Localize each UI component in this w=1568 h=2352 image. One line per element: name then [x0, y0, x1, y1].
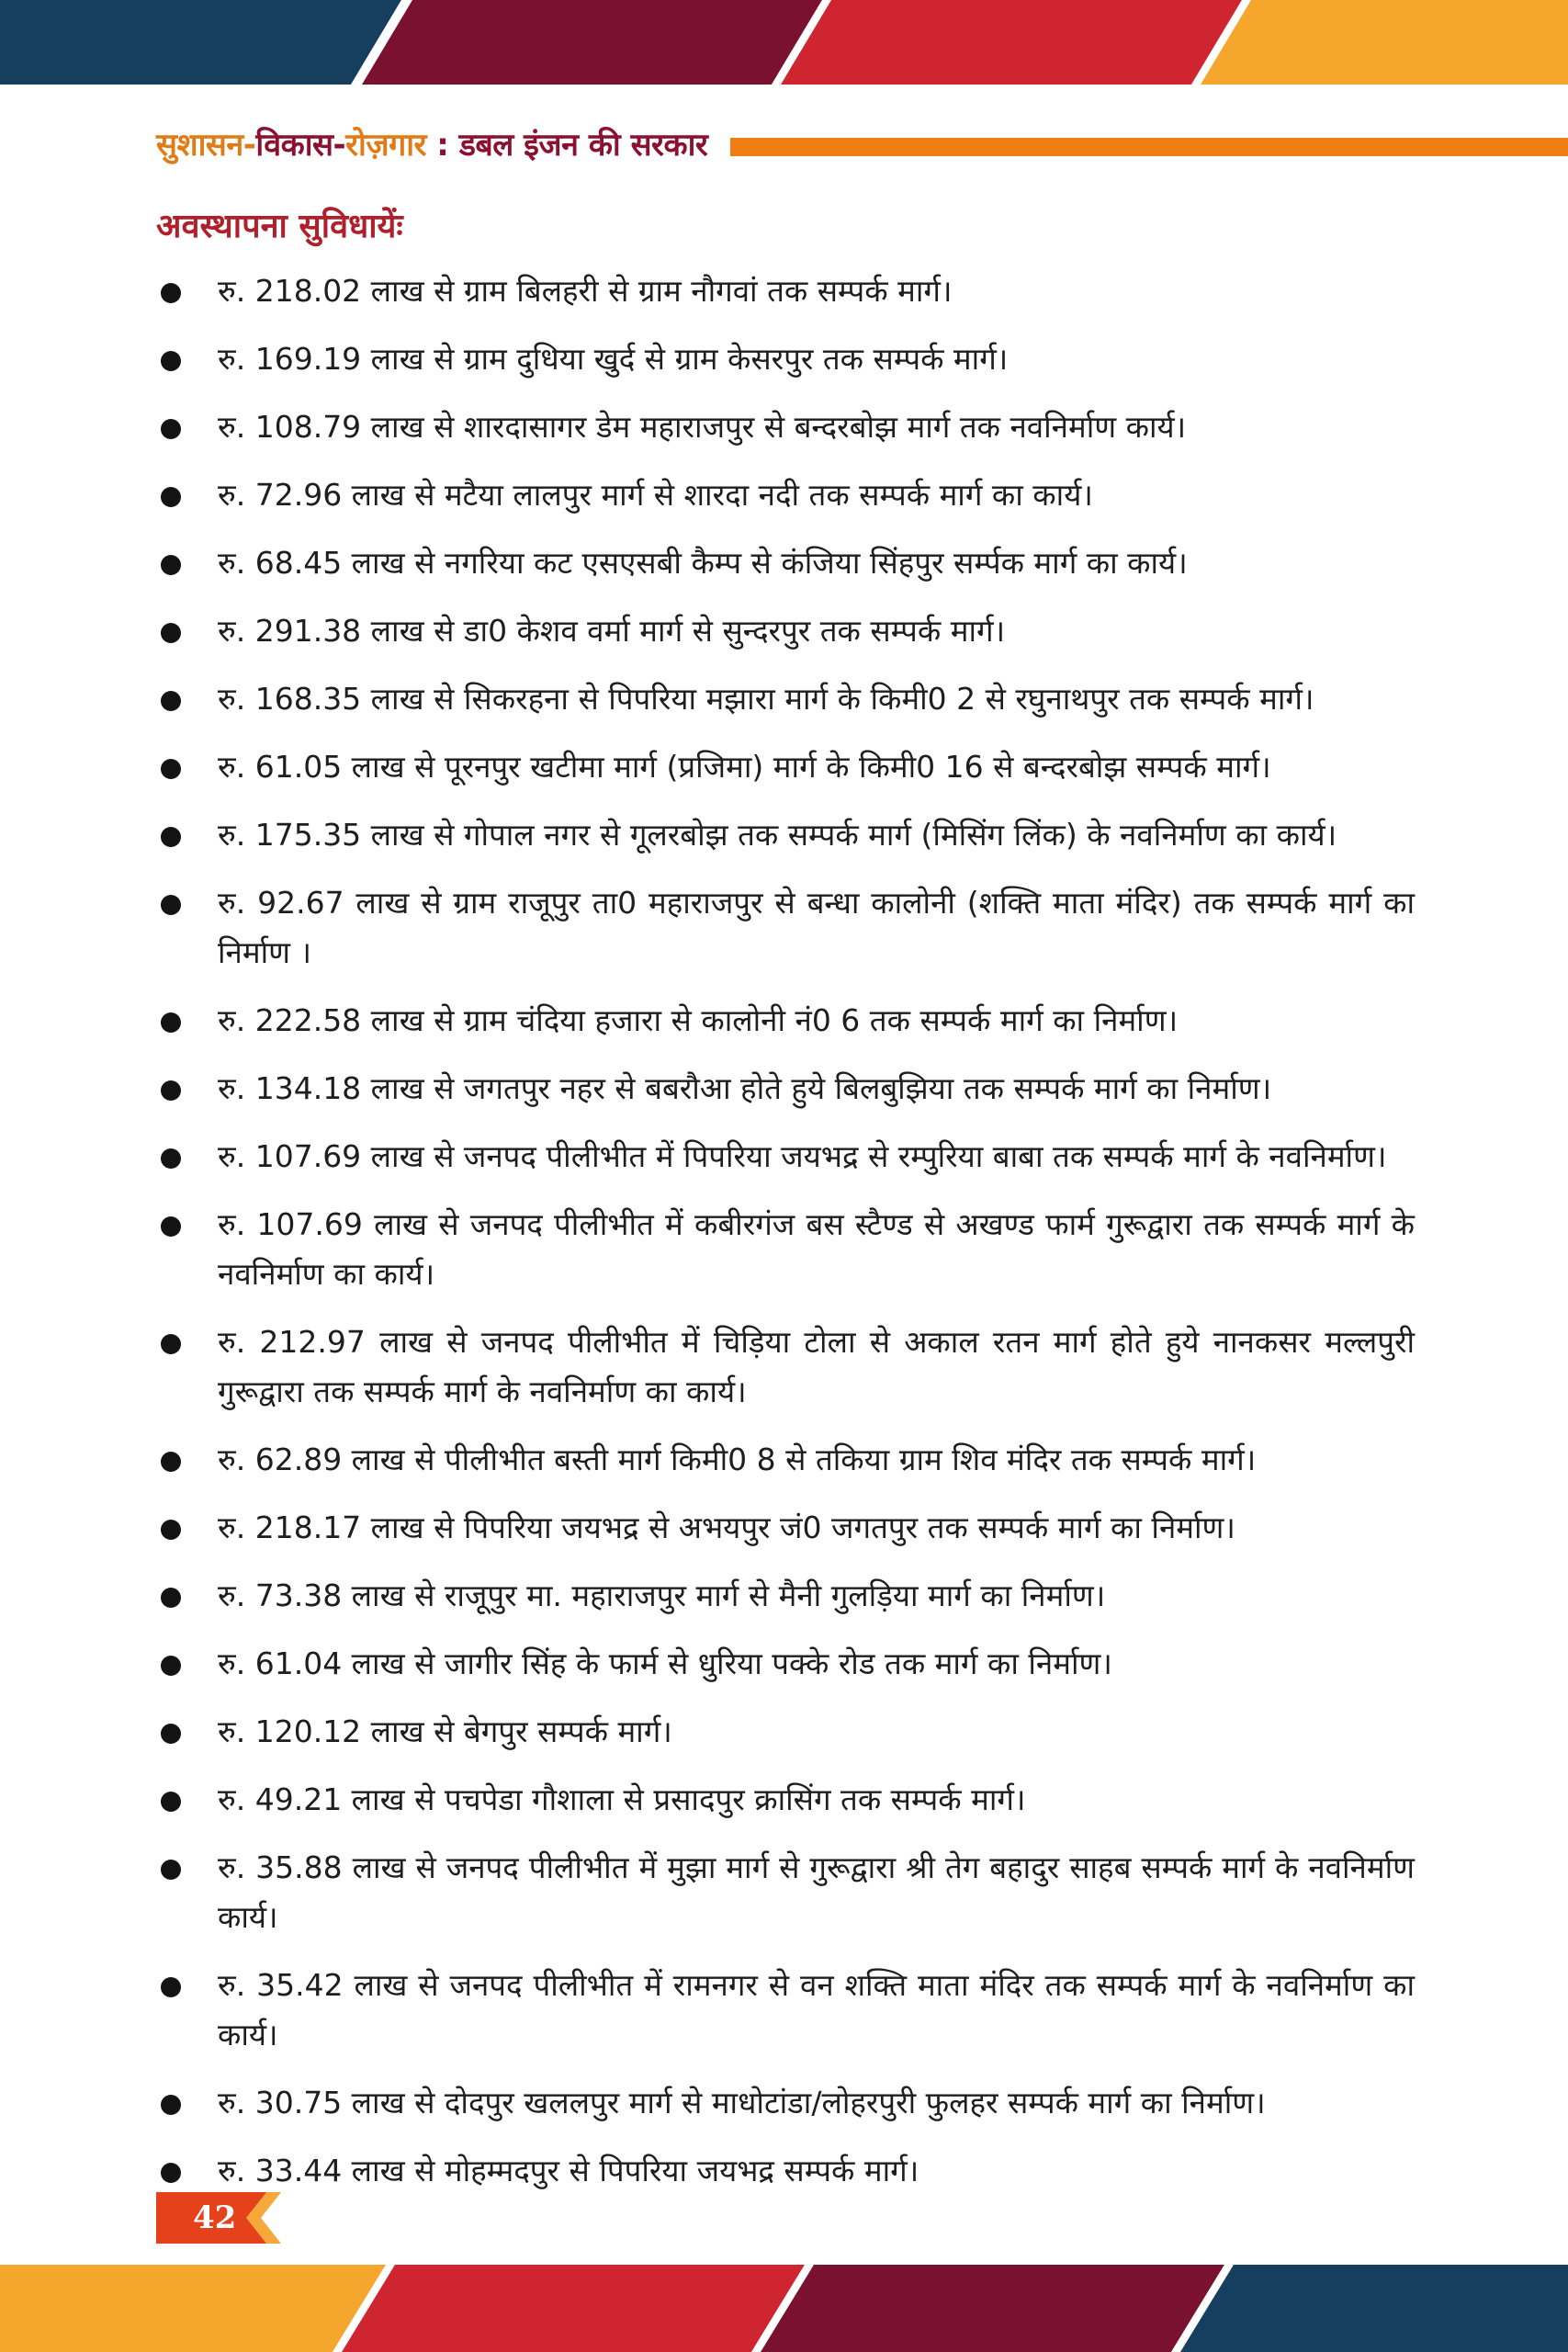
page-number-tab [156, 2192, 285, 2244]
list-item [156, 878, 1415, 978]
list-item [156, 402, 1415, 452]
list-item-text: रु. 35.42 लाख से जनपद पीलीभीत में रामनगर से वन शक्ति माता मंदिर तक सम्पर्क मार्ग के नवनिर्माण का कार्य। [218, 1967, 1415, 2052]
bullet-icon [161, 1724, 181, 1744]
list-item [156, 1775, 1415, 1825]
bullet-icon [161, 1792, 181, 1812]
header-title-part-vikas: विकास- [255, 127, 346, 164]
header-title [156, 125, 707, 165]
list-item-text: रु. 35.88 लाख से जनपद पीलीभीत में मुझा मार्ग से गुरूद्वारा श्री तेग बहादुर साहब सम्पर्क मार्ग के नवनिर्माण कार्य। [218, 1849, 1415, 1935]
bullet-icon [161, 1588, 181, 1608]
list-item [156, 1961, 1415, 2060]
list-item [156, 996, 1415, 1046]
bullet-icon [161, 487, 181, 507]
list-item-text: रु. 107.69 लाख से जनपद पीलीभीत में कबीरगंज बस स्टैण्ड से अखण्ड फार्म गुरूद्वारा तक सम्पर्क मार्ग के नवनिर्माण का कार्य। [218, 1206, 1415, 1292]
list-item-text: रु. 72.96 लाख से मटैया लालपुर मार्ग से शारदा नदी तक सम्पर्क मार्ग का कार्य। [218, 477, 1093, 513]
bullet-icon [161, 1860, 181, 1880]
list-item [156, 2078, 1415, 2128]
bottom-color-band [0, 2265, 1568, 2352]
bullet-icon [161, 2095, 181, 2115]
bullet-icon [161, 1216, 181, 1237]
header-title-part-rozgar: रोज़गार [345, 127, 426, 164]
list-item-text: रु. 120.12 लाख से बेगपुर सम्पर्क मार्ग। [218, 1713, 672, 1749]
bullet-icon [161, 2163, 181, 2183]
list-item [156, 1707, 1415, 1757]
header-title-part-sarkar: : डबल इंजन की सरकार [425, 127, 708, 164]
list-item-text: रु. 107.69 लाख से जनपद पीलीभीत में पिपरिया जयभद्र से रम्पुरिया बाबा तक सम्पर्क मार्ग के नवनिर्माण। [218, 1138, 1387, 1174]
list-item [156, 1435, 1415, 1485]
bullet-icon [161, 623, 181, 643]
list-item [156, 470, 1415, 520]
list-item [156, 1639, 1415, 1689]
bullet-icon [161, 1520, 181, 1540]
list-item-text: रु. 218.17 लाख से पिपरिया जयभद्र से अभयपुर जं0 जगतपुर तक सम्पर्क मार्ग का निर्माण। [218, 1510, 1235, 1545]
bullet-icon [161, 1452, 181, 1472]
list-item-text: रु. 169.19 लाख से ग्राम दुधिया खुर्द से ग्राम केसरपुर तक सम्पर्क मार्ग। [218, 341, 1009, 377]
list-item [156, 742, 1415, 792]
list-item [156, 1503, 1415, 1553]
bullet-icon [161, 759, 181, 779]
list-item-text: रु. 212.97 लाख से जनपद पीलीभीत में चिड़िया टोला से अकाल रतन मार्ग होते हुये नानकसर मल्लपुरी गुरूद्वारा तक सम्पर्क मार्ग के नवनिर्माण का कार्य। [218, 1324, 1415, 1409]
section-title: अवस्थापना सुविधायेंः [156, 208, 403, 245]
list-item-text: रु. 218.02 लाख से ग्राम बिलहरी से ग्राम नौगवां तक सम्पर्क मार्ग। [218, 273, 953, 309]
list-item [156, 2146, 1415, 2196]
bullet-icon [161, 691, 181, 711]
list-item [156, 1571, 1415, 1621]
bullet-icon [161, 1012, 181, 1033]
list-item-text: रु. 134.18 लाख से जगतपुर नहर से बबरौआ होते हुये बिलबुझिया तक सम्पर्क मार्ग का निर्माण। [218, 1070, 1272, 1106]
header-rule [730, 138, 1568, 156]
bullet-icon [161, 351, 181, 371]
bullet-icon [161, 283, 181, 303]
list-item-text: रु. 61.04 लाख से जागीर सिंह के फार्म से धुरिया पक्के रोड तक मार्ग का निर्माण। [218, 1645, 1112, 1681]
list-item-text: रु. 68.45 लाख से नगरिया कट एसएसबी कैम्प से कंजिया सिंहपुर सर्म्पक मार्ग का कार्य। [218, 545, 1188, 581]
bullet-icon [161, 419, 181, 439]
bullet-icon [161, 1080, 181, 1101]
list-item [156, 674, 1415, 724]
list-item [156, 1132, 1415, 1182]
bullet-icon [161, 555, 181, 575]
bullet-icon [161, 1977, 181, 1997]
list-item [156, 606, 1415, 656]
list-item [156, 1064, 1415, 1114]
list-item-text: रु. 108.79 लाख से शारदासागर डेम महाराजपुर से बन्दरबोझ मार्ग तक नवनिर्माण कार्य। [218, 409, 1187, 445]
page-number: 42 [193, 2199, 237, 2236]
bullet-icon [161, 1148, 181, 1169]
list-item-text: रु. 49.21 लाख से पचपेडा गौशाला से प्रसादपुर क्रासिंग तक सम्पर्क मार्ग। [218, 1781, 1026, 1817]
list-item-text: रु. 62.89 लाख से पीलीभीत बस्ती मार्ग किमी0 8 से तकिया ग्राम शिव मंदिर तक सम्पर्क मार्ग। [218, 1442, 1257, 1477]
list-item [156, 1200, 1415, 1299]
list-item [156, 538, 1415, 588]
list-item-text: रु. 175.35 लाख से गोपाल नगर से गूलरबोझ तक सम्पर्क मार्ग (मिसिंग लिंक) के नवनिर्माण का कार्य। [218, 817, 1337, 853]
bullet-icon [161, 1334, 181, 1354]
project-list [156, 266, 1415, 2214]
list-item [156, 810, 1415, 860]
top-color-band [0, 0, 1568, 85]
list-item [156, 1317, 1415, 1417]
bullet-icon [161, 1656, 181, 1676]
list-item [156, 266, 1415, 316]
bullet-icon [161, 827, 181, 847]
header-title-part-sushasan: सुशासन- [156, 127, 256, 164]
list-item-text: रु. 222.58 लाख से ग्राम चंदिया हजारा से कालोनी नं0 6 तक सम्पर्क मार्ग का निर्माण। [218, 1002, 1179, 1038]
list-item-text: रु. 92.67 लाख से ग्राम राजूपुर ता0 महाराजपुर से बन्धा कालोनी (शक्ति माता मंदिर) तक सम्पर्क मार्ग का निर्माण । [218, 885, 1415, 970]
list-item [156, 334, 1415, 384]
running-header [156, 125, 1413, 171]
list-item-text: रु. 291.38 लाख से डा0 केशव वर्मा मार्ग से सुन्दरपुर तक सम्पर्क मार्ग। [218, 613, 1006, 649]
list-item-text: रु. 33.44 लाख से मोहम्मदपुर से पिपरिया जयभद्र सम्पर्क मार्ग। [218, 2153, 919, 2188]
bullet-icon [161, 895, 181, 915]
list-item-text: रु. 30.75 लाख से दोदपुर खललपुर मार्ग से माधोटांडा/लोहरपुरी फुलहर सम्पर्क मार्ग का निर्माण। [218, 2085, 1266, 2120]
list-item [156, 1843, 1415, 1942]
list-item-text: रु. 73.38 लाख से राजूपुर मा. महाराजपुर मार्ग से मैनी गुलड़िया मार्ग का निर्माण। [218, 1577, 1106, 1613]
list-item-text: रु. 61.05 लाख से पूरनपुर खटीमा मार्ग (प्रजिमा) मार्ग के किमी0 16 से बन्दरबोझ सम्पर्क मार्ग। [218, 749, 1271, 785]
list-item-text: रु. 168.35 लाख से सिकरहना से पिपरिया मझारा मार्ग के किमी0 2 से रघुनाथपुर तक सम्पर्क मार्ग। [218, 681, 1314, 717]
